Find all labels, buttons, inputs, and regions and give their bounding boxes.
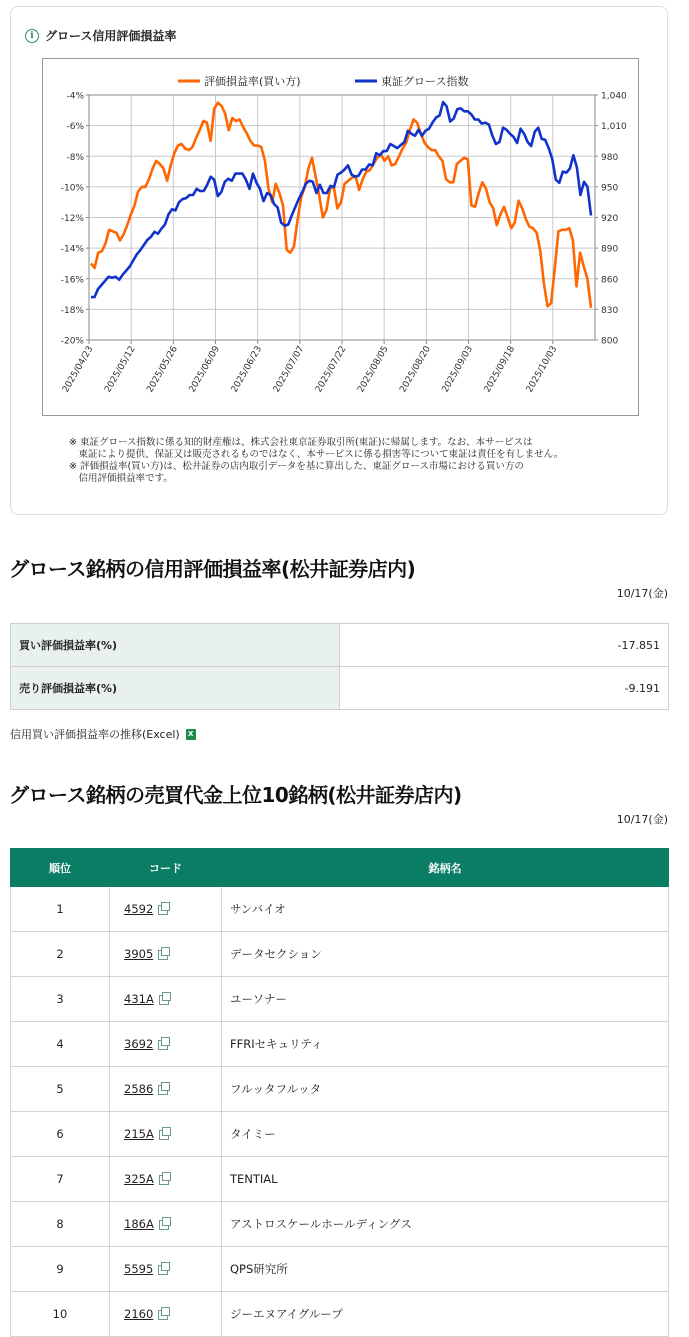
copy-icon[interactable] (158, 905, 168, 915)
sell-rate-label: 売り評価損益率(%) (11, 667, 340, 710)
table-row (11, 1067, 669, 1112)
x-tick-label: 2025/08/20 (398, 344, 433, 395)
buy-rate-value: -17.851 (340, 624, 669, 667)
stock-name-cell: ユーソナー (222, 977, 669, 1022)
stock-code-link[interactable]: 215A (124, 1127, 154, 1141)
growth-rate-date: 10/17(金) (616, 587, 668, 600)
code-cell (110, 977, 222, 1022)
copy-icon[interactable] (158, 1085, 168, 1095)
y-left-tick-label: -12% (60, 214, 84, 224)
copy-icon[interactable] (159, 995, 169, 1005)
excel-icon[interactable]: X (186, 729, 196, 740)
table-row (11, 1112, 669, 1157)
top10-heading: グロース銘柄の売買代金上位10銘柄(松井証券店内) (9, 783, 462, 807)
stock-code-link[interactable]: 4592 (124, 902, 154, 916)
legend-label: 評価損益率(買い方) (204, 75, 301, 88)
y-right-tick-label: 830 (601, 305, 619, 316)
rank-cell: 8 (11, 1202, 110, 1247)
column-header-name: 銘柄名 (222, 849, 669, 887)
y-left-tick-label: -16% (60, 275, 84, 286)
x-tick-label: 2025/04/23 (61, 344, 96, 395)
line-chart (43, 59, 638, 415)
y-left-tick-label: -14% (60, 244, 84, 255)
copy-icon[interactable] (159, 1220, 169, 1230)
code-cell (110, 1247, 222, 1292)
stock-name-cell: QPS研究所 (222, 1247, 669, 1292)
y-left-tick-label: -20% (60, 336, 84, 347)
note-line: ※ 東証グロース指数に係る知的財産権は、株式会社東京証券取引所(東証)に帰属します。なお、本サービスは (69, 437, 533, 448)
table-row (11, 624, 669, 667)
stock-name-cell: アストロスケールホールディングス (222, 1202, 669, 1247)
y-right-tick-label: 1,010 (601, 122, 627, 133)
stock-code-link[interactable]: 2160 (124, 1307, 154, 1321)
chart-area (42, 58, 639, 416)
y-left-tick-label: -6% (66, 122, 84, 133)
code-cell (110, 1022, 222, 1067)
copy-icon[interactable] (158, 1040, 168, 1050)
code-cell (110, 887, 222, 932)
note-line: 信用評価損益率です。 (69, 473, 173, 484)
code-cell (110, 1112, 222, 1157)
x-tick-label: 2025/09/03 (440, 344, 476, 395)
rank-cell: 2 (11, 932, 110, 977)
chart-card-title (25, 27, 176, 44)
rank-cell: 7 (11, 1157, 110, 1202)
chart-card (10, 6, 668, 515)
stock-name-cell: ジーエヌアイグループ (222, 1292, 669, 1337)
code-cell (110, 1157, 222, 1202)
copy-icon[interactable] (158, 1310, 168, 1320)
stock-code-link[interactable]: 325A (124, 1172, 154, 1186)
rank-cell: 4 (11, 1022, 110, 1067)
excel-download-link[interactable] (10, 726, 196, 742)
rank-cell: 10 (11, 1292, 110, 1337)
rank-cell: 5 (11, 1067, 110, 1112)
copy-icon[interactable] (158, 950, 168, 960)
table-row (11, 1157, 669, 1202)
note-line: ※ 評価損益率(買い方)は、松井証券の店内取引データを基に算出した、東証グロース市場における買い方の (69, 461, 524, 472)
top10-table-body (11, 887, 669, 1337)
rate-table (10, 623, 669, 710)
copy-icon[interactable] (159, 1130, 169, 1140)
top10-date: 10/17(金) (616, 813, 668, 826)
y-right-tick-label: 860 (601, 275, 619, 286)
stock-name-cell: フルッタフルッタ (222, 1067, 669, 1112)
x-tick-label: 2025/05/26 (145, 344, 180, 395)
y-right-tick-label: 800 (601, 336, 619, 347)
rank-cell: 3 (11, 977, 110, 1022)
stock-name-cell: FFRIセキュリティ (222, 1022, 669, 1067)
code-cell (110, 1292, 222, 1337)
column-header-code: コード (110, 849, 222, 887)
x-tick-label: 2025/07/22 (314, 344, 349, 395)
note-line: 東証により提供、保証又は販売されるものではなく、本サービスに係る損害等について東証は責任を有しません。 (69, 449, 564, 460)
x-tick-label: 2025/07/07 (271, 344, 307, 395)
code-cell (110, 1067, 222, 1112)
y-left-tick-label: -8% (66, 152, 84, 163)
chart-card-title-text: グロース信用評価損益率 (45, 29, 177, 43)
y-left-tick-label: -18% (60, 305, 84, 316)
excel-link-text[interactable]: 信用買い評価損益率の推移(Excel) (10, 728, 180, 741)
x-tick-label: 2025/08/05 (356, 344, 391, 395)
chart-notes (69, 437, 629, 485)
x-tick-label: 2025/10/03 (524, 344, 560, 395)
y-right-tick-label: 950 (601, 183, 619, 194)
code-cell (110, 932, 222, 977)
table-row (11, 977, 669, 1022)
top10-table (10, 848, 669, 1337)
growth-rate-heading: グロース銘柄の信用評価損益率(松井証券店内) (9, 557, 416, 581)
table-header-row (11, 849, 669, 887)
rank-cell: 9 (11, 1247, 110, 1292)
x-tick-label: 2025/05/12 (103, 344, 138, 395)
stock-code-link[interactable]: 3692 (124, 1037, 154, 1051)
copy-icon[interactable] (159, 1175, 169, 1185)
x-tick-label: 2025/06/23 (229, 344, 265, 395)
table-row (11, 1022, 669, 1067)
y-left-tick-label: -4% (66, 91, 84, 102)
y-left-tick-label: -10% (60, 183, 84, 194)
rank-cell: 6 (11, 1112, 110, 1157)
y-right-tick-label: 890 (601, 244, 619, 255)
code-cell (110, 1202, 222, 1247)
table-row (11, 887, 669, 932)
stock-name-cell: サンバイオ (222, 887, 669, 932)
stock-code-link[interactable]: 431A (124, 992, 154, 1006)
y-right-tick-label: 980 (601, 152, 619, 163)
stock-name-cell: TENTIAL (222, 1157, 669, 1202)
stock-name-cell: タイミー (222, 1112, 669, 1157)
table-row (11, 1202, 669, 1247)
x-tick-label: 2025/06/09 (187, 344, 223, 395)
stock-code-link[interactable]: 3905 (124, 947, 154, 961)
buy-rate-label: 買い評価損益率(%) (11, 624, 340, 667)
table-row (11, 667, 669, 710)
legend-label: 東証グロース指数 (381, 75, 469, 88)
stock-code-link[interactable]: 2586 (124, 1082, 154, 1096)
stock-code-link[interactable]: 5595 (124, 1262, 154, 1276)
rank-cell: 1 (11, 887, 110, 932)
info-icon[interactable]: i (25, 29, 39, 43)
stock-name-cell: データセクション (222, 932, 669, 977)
table-row (11, 1247, 669, 1292)
sell-rate-value: -9.191 (340, 667, 669, 710)
y-right-tick-label: 1,040 (601, 91, 627, 102)
x-tick-label: 2025/09/18 (482, 344, 518, 395)
table-row (11, 932, 669, 977)
table-row (11, 1292, 669, 1337)
copy-icon[interactable] (158, 1265, 168, 1275)
column-header-rank: 順位 (11, 849, 110, 887)
y-right-tick-label: 920 (601, 214, 619, 224)
stock-code-link[interactable]: 186A (124, 1217, 154, 1231)
